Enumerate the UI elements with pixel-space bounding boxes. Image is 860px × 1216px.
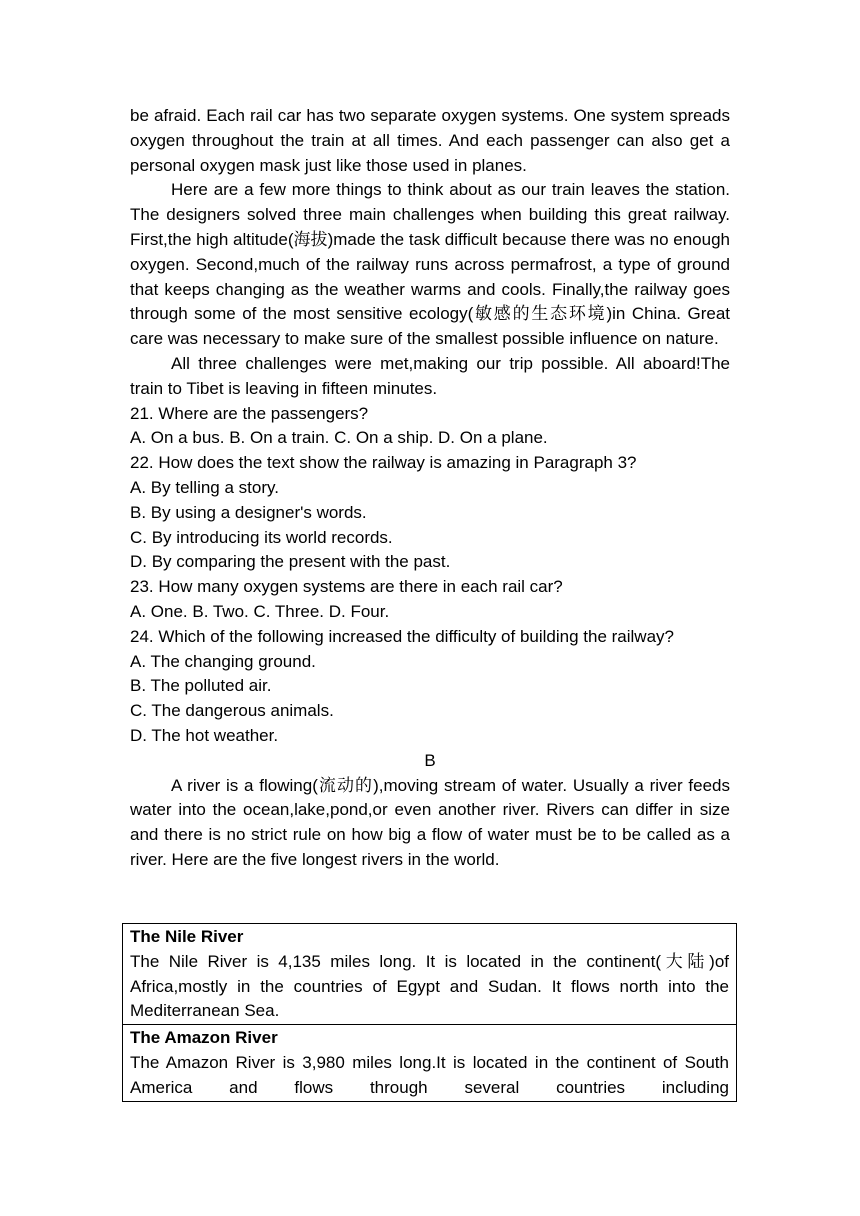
table-row [123, 924, 737, 1025]
question-23-options: A. One. B. Two. C. Three. D. Four. [130, 601, 390, 621]
passage-paragraph-1: be afraid. Each rail car has two separate oxygen systems. One system spreads oxygen throughout the train at all times. And each passenger can also get a personal oxygen mask just like those used in planes. [130, 106, 730, 175]
river-name: The Nile River [130, 927, 244, 946]
question-24-option-a: A. The changing ground. [130, 651, 316, 671]
table-row [123, 1025, 737, 1101]
passage-paragraph-3: All three challenges were met,making our trip possible. All aboard!The train to Tibet is leaving in fifteen minutes. [130, 353, 730, 398]
question-21-options: A. On a bus. B. On a train. C. On a ship. D. On a plane. [130, 428, 548, 448]
table-cell [123, 1025, 737, 1101]
question-22-stem: 22. How does the text show the railway is amazing in Paragraph 3? [130, 453, 637, 473]
question-22-option-b: B. By using a designer's words. [130, 502, 367, 522]
table-cell [123, 924, 737, 1025]
question-24-option-c: C. The dangerous animals. [130, 701, 334, 721]
question-22-option-d: D. By comparing the present with the past. [130, 552, 451, 572]
question-21-stem: 21. Where are the passengers? [130, 403, 369, 423]
question-23-stem: 23. How many oxygen systems are there in each rail car? [130, 577, 563, 597]
river-description: The Nile River is 4,135 miles long. It is located in the continent(大陆)of Africa,mostly in the countries of Egypt and Sudan. It flows north into the Mediterranean Sea. [130, 951, 729, 1021]
passage-a [130, 104, 730, 873]
question-24-option-b: B. The polluted air. [130, 676, 272, 696]
section-b-intro: A river is a flowing(流动的),moving stream of water. Usually a river feeds water into the ocean,lake,pond,or even another river. Rivers can differ in size and there is no strict rule on how big a flow of water must be to be called as a river. Here are the five longest rivers in the world. [130, 775, 730, 869]
passage-paragraph-2: Here are a few more things to think about as our train leaves the station. The designers solved three main challenges when building this great railway. First,the high altitude(海拔)made the task difficult because there was no enough oxygen. Second,much of the railway runs across permafrost, a type of ground that keeps changing as the weather warms and cools. Finally,the railway goes through some of the most sensitive ecology(敏感的生态环境)in China. Great care was necessary to make sure of the smallest possible influence on nature. [130, 180, 730, 349]
question-22-option-c: C. By introducing its world records. [130, 527, 393, 547]
question-24-stem: 24. Which of the following increased the difficulty of building the railway? [130, 626, 674, 646]
river-name: The Amazon River [130, 1028, 278, 1048]
section-b-heading: B [424, 750, 436, 770]
river-description: The Amazon River is 3,980 miles long.It is located in the continent of South America and flows through several countries including [130, 1052, 729, 1097]
question-24-option-d: D. The hot weather. [130, 725, 279, 745]
rivers-table [122, 923, 737, 1102]
question-22-option-a: A. By telling a story. [130, 477, 279, 497]
